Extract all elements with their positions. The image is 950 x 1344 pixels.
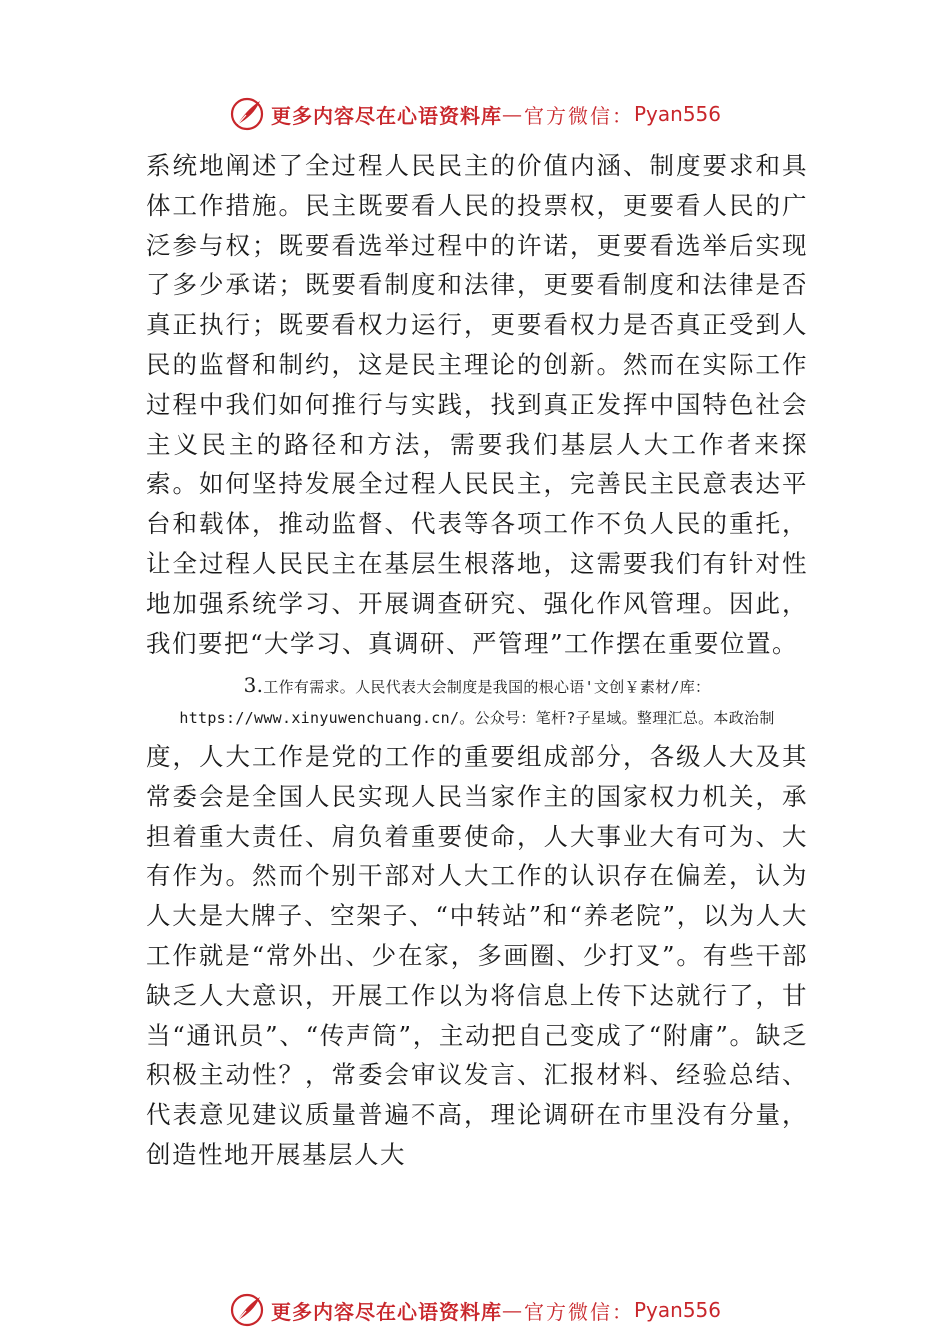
watermark-main-text: 更多内容尽在心语资料库	[270, 103, 502, 128]
note-text: 工作有需求。人民代表大会制度是我国的根心语'文创￥素材/库：https://www.xinyuwenchuang.cn/。公众号：笔杆?子星域。整理汇总。本政治制	[179, 678, 775, 727]
header-watermark	[0, 92, 950, 136]
watermark-sub-text: 官方微信：	[523, 1299, 634, 1324]
note-number: 3.	[243, 673, 264, 697]
watermark-account: Pyan556	[633, 1298, 721, 1322]
watermark-main-text: 更多内容尽在心语资料库	[270, 1299, 502, 1324]
watermark-separator: —	[501, 102, 524, 126]
footer-watermark	[0, 1288, 950, 1332]
paragraph-3: 度，人大工作是党的工作的重要组成部分，各级人大及其常委会是全国人民实现人民当家作主的国家权力机关，承担着重大责任、肩负着重要使命，人大事业大有可为、大有作为。然而个别干部对人大工作的认识存在偏差，认为人大是大牌子、空架子、“中转站”和“养老院”，以为人大工作就是“常外出、少在家，多画圈、少打叉”。有些干部缺乏人大意识，开展工作以为将信息上传下达就行了，甘当“通讯员”、“传声筒”，主动把自己变成了“附庸”。缺乏积极主动性？，常委会审议发言、汇报材料、经验总结、代表意见建议质量普遍不高，理论调研在市里没有分量，创造性地开展基层人大	[146, 742, 808, 1169]
paragraph-1: 系统地阐述了全过程人民民主的价值内涵、制度要求和具体工作措施。民主既要看人民的投票权，更要看人民的广泛参与权；既要看选举过程中的许诺，更要看选举后实现了多少承诺；既要看制度和法律，更要看制度和法律是否真正执行；既要看权力运行，更要看权力是否真正受到人民的监督和制约，这是民主理论的创新。然而在实际工作过程中我们如何推行与实践，找到真正发挥中国特色社会主义民主的路径和方法，需要我们基层人大工作者来探索。如何坚持发展全过程人民民主，完善民主民意表达平台和载体，推动监督、代表等各项工作不负人民的重托，让全过程人民民主在基层生根落地，这需要我们有针对性地加强系统学习、开展调查研究、强化作风管理。因此，我们要把“大学习、真调研、严管理”工作摆在重要位置。	[146, 151, 808, 658]
watermark-account: Pyan556	[633, 102, 721, 126]
watermark-separator: —	[501, 1298, 524, 1322]
source-note	[146, 670, 808, 734]
watermark-sub-text: 官方微信：	[523, 103, 634, 128]
quill-circle-logo-icon	[229, 1292, 265, 1328]
quill-circle-logo-icon	[229, 96, 265, 132]
